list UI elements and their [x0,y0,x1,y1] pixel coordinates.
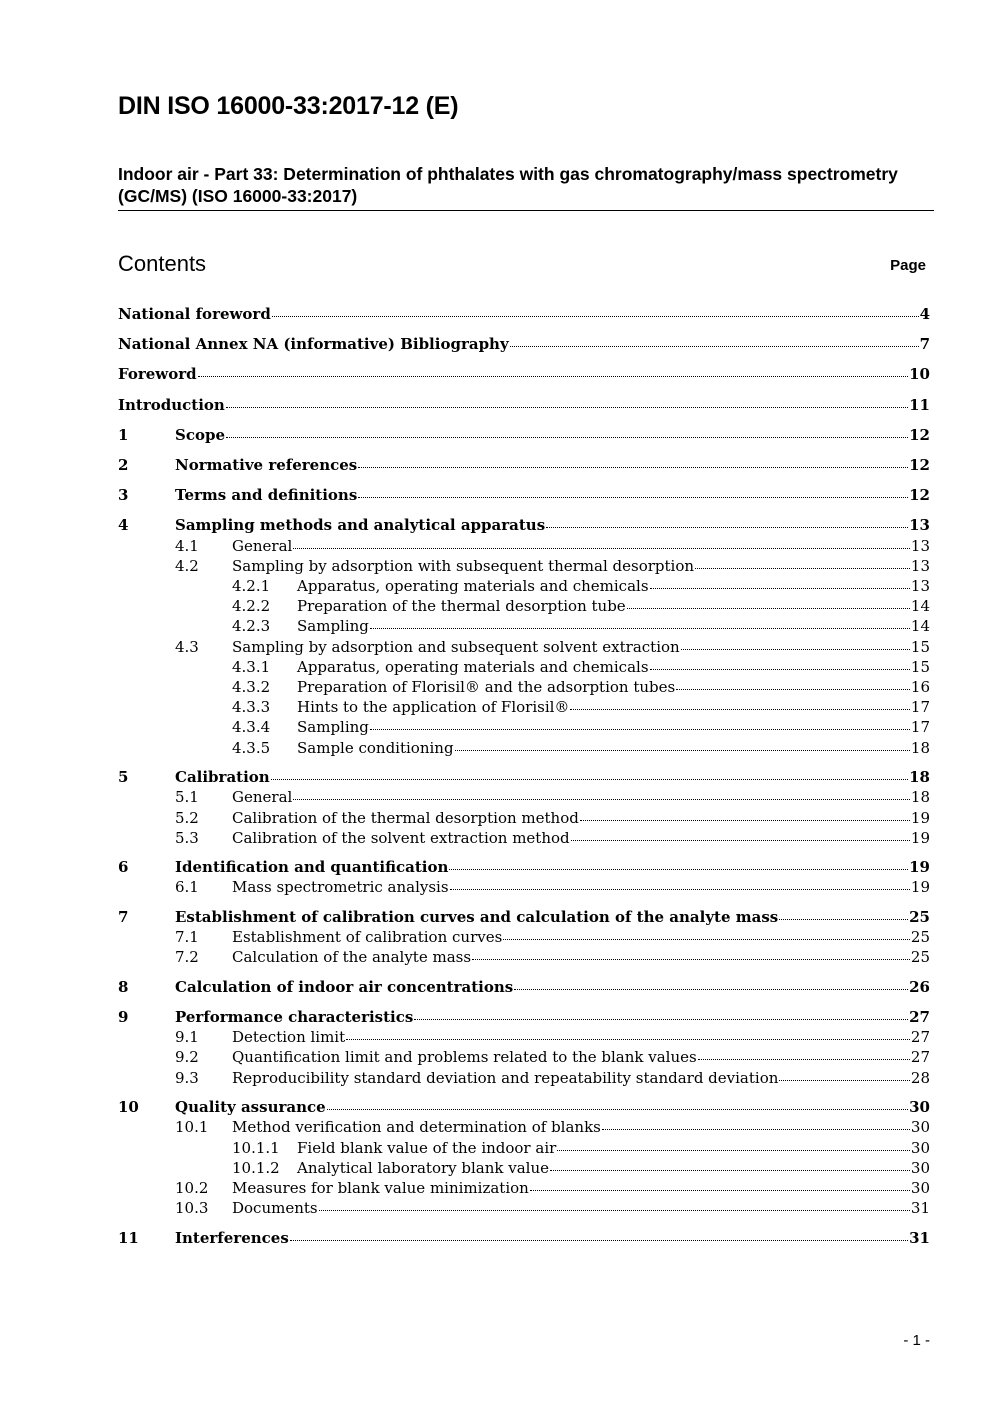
toc-entry-title: Sampling by adsorption and subsequent solvent extraction [232,637,680,656]
toc-entry-title: Sample conditioning [297,738,454,757]
toc-entry-title: Preparation of the thermal desorption tube [297,597,626,616]
toc-entry-title: Quality assurance [175,1098,326,1117]
toc-entry-page: 11 [909,395,930,414]
toc-entry-title: Analytical laboratory blank value [297,1158,550,1177]
toc-entry-number: 10.1.1 [232,1138,280,1157]
dot-leader [327,1109,908,1110]
toc-entry-title: Normative references [175,456,358,474]
toc-entry-page: 28 [910,1068,930,1087]
toc-entry-number: 9.3 [175,1068,199,1087]
toc-entry-number: 4.2.1 [232,577,271,595]
toc-entry-title: Sampling by adsorption with subsequent thermal desorption [232,556,695,575]
toc-entry-title: General [232,536,293,555]
dot-leader [346,1039,910,1040]
dot-leader [358,467,908,468]
toc-entry-page: 27 [910,1048,930,1067]
toc-entry-title: Scope [175,425,226,444]
toc-entry-title: Measures for blank value minimization [232,1178,529,1197]
dot-leader [226,437,908,438]
document-subtitle: Indoor air - Part 33: Determination of phthalates with gas chromatography/mass spectrometry (GC/MS) (ISO 16000-33:2017) [118,164,898,206]
dot-leader [472,959,910,960]
toc-entry-page: 30 [910,1158,930,1177]
toc-entry-page: 25 [909,907,930,926]
toc-entry-page: 4 [919,305,930,323]
dot-leader [571,840,910,841]
toc-entry-title: Calculation of indoor air concentrations [175,977,514,996]
toc-entry[interactable] [0,334,992,354]
dot-leader [695,568,910,569]
toc-entry-number: 4.3.3 [232,698,271,717]
dot-leader [514,989,908,990]
toc-entry-page: 27 [909,1008,930,1026]
dot-leader [455,750,910,751]
toc-entry[interactable] [0,556,992,576]
dot-leader [698,1059,910,1060]
toc-entry-title: Introduction [118,395,225,414]
toc-entry-title: National Annex NA (informative) Bibliography [118,335,509,354]
toc-entry-number: 10.1.2 [232,1158,280,1177]
toc-entry-title: Interferences [175,1228,289,1247]
footer-page-number: - 1 - [903,1332,930,1349]
toc-entry-title: Calibration of the thermal desorption method [232,808,579,827]
toc-entry-title: General [232,788,293,807]
toc-entry-number: 4.3 [175,637,199,656]
toc-entry-title: Foreword [118,365,197,384]
dot-leader [370,628,910,629]
toc-entry[interactable] [0,1047,992,1067]
toc-entry-title: Preparation of Florisil® and the adsorption tubes [297,678,676,696]
toc-entry-page: 16 [910,678,930,696]
toc-entry[interactable] [0,425,992,445]
toc-entry-page: 17 [910,718,930,737]
dot-leader [570,709,909,710]
toc-entry-number: 4.1 [175,536,199,555]
toc-entry[interactable] [0,1178,992,1198]
toc-entry[interactable] [0,485,992,505]
toc-entry-number: 4.3.4 [232,718,271,737]
toc-entry[interactable] [0,657,992,677]
toc-entry[interactable] [0,808,992,828]
toc-entry[interactable] [0,1117,992,1137]
toc-entry-title: Sampling [297,617,369,636]
toc-entry[interactable] [0,455,992,475]
toc-entry-page: 26 [909,977,930,996]
toc-entry-title: Hints to the application of Florisil® [297,698,570,717]
toc-entry-page: 18 [909,768,930,787]
toc-entry-page: 13 [910,536,930,555]
toc-entry[interactable] [0,738,992,758]
page-column-heading: Page [890,257,926,274]
toc-entry-number: 2 [118,456,129,474]
toc-entry-number: 7.2 [175,948,199,967]
toc-entry[interactable] [0,536,992,556]
toc-entry-page: 17 [910,698,930,717]
dot-leader [510,346,919,347]
toc-entry[interactable] [0,927,992,947]
toc-entry-page: 25 [910,928,930,947]
dot-leader [358,497,908,498]
document-id: DIN ISO 16000-33:2017-12 (E) [118,92,459,120]
toc-entry-page: 19 [909,858,930,877]
dot-leader [681,649,910,650]
toc-entry-page: 25 [910,948,930,967]
dot-leader [627,608,910,609]
dot-leader [676,689,910,690]
toc-entry-number: 10.1 [175,1118,209,1137]
toc-entry-title: Mass spectrometric analysis [232,878,449,897]
toc-entry[interactable] [0,515,992,535]
dot-leader [557,1150,910,1151]
toc-entry-number: 9.1 [175,1028,199,1047]
dot-leader [779,1080,910,1081]
dot-leader [450,889,910,890]
toc-entry-page: 19 [910,808,930,827]
toc-entry-page: 15 [910,637,930,656]
toc-entry[interactable] [0,677,992,697]
toc-entry-title: Reproducibility standard deviation and repeatability standard deviation [232,1068,779,1087]
toc-entry-title: Documents [232,1199,318,1218]
toc-entry-number: 9 [118,1008,129,1026]
toc-entry-number: 9.2 [175,1048,199,1067]
toc-entry[interactable] [0,977,992,997]
toc-entry-number: 6.1 [175,878,199,897]
toc-entry[interactable] [0,787,992,807]
toc-entry-title: Field blank value of the indoor air [297,1138,557,1157]
toc-entry-page: 13 [909,516,930,535]
toc-entry-page: 12 [909,425,930,444]
toc-entry[interactable] [0,697,992,717]
toc-entry-title: Apparatus, operating materials and chemicals [297,577,649,595]
dot-leader [370,729,910,730]
toc-entry[interactable] [0,637,992,657]
dot-leader [602,1129,910,1130]
toc-entry[interactable] [0,877,992,897]
toc-entry-title: Calibration of the solvent extraction method [232,828,570,847]
dot-leader [271,779,908,780]
toc-entry[interactable] [0,395,992,415]
toc-entry-page: 14 [910,617,930,636]
toc-entry-page: 19 [910,878,930,897]
toc-entry[interactable] [0,828,992,848]
toc-entry-number: 5.2 [175,808,199,827]
toc-entry-page: 18 [910,788,930,807]
dot-leader [198,376,909,377]
toc-entry[interactable] [0,304,992,324]
toc-entry-number: 4.3.1 [232,657,271,676]
toc-entry[interactable] [0,947,992,967]
toc-entry-page: 30 [910,1178,930,1197]
toc-entry-number: 7.1 [175,928,199,947]
dot-leader [449,869,908,870]
toc-entry[interactable] [0,1007,992,1027]
toc-entry-page: 10 [909,365,930,384]
toc-entry[interactable] [0,596,992,616]
toc-entry-number: 10.3 [175,1199,209,1218]
dot-leader [414,1019,908,1020]
toc-entry-title: Identification and quantification [175,858,449,877]
dot-leader [650,669,910,670]
dot-leader [546,527,908,528]
dot-leader [226,407,908,408]
toc-entry-title: Detection limit [232,1028,346,1047]
toc-entry[interactable] [0,576,992,596]
toc-entry-title: Sampling methods and analytical apparatus [175,516,546,535]
toc-entry-page: 30 [909,1098,930,1117]
toc-entry-title: Method verification and determination of blanks [232,1118,601,1137]
toc-entry-number: 7 [118,907,129,926]
toc-entry[interactable] [0,907,992,927]
toc-entry[interactable] [0,1198,992,1218]
toc-entry[interactable] [0,857,992,877]
toc-entry[interactable] [0,616,992,636]
toc-entry-page: 19 [910,828,930,847]
toc-entry[interactable] [0,1068,992,1088]
toc-entry-page: 12 [909,456,930,474]
toc-entry-number: 4.3.2 [232,678,271,696]
dot-leader [530,1190,910,1191]
toc-entry-title: Establishment of calibration curves [232,928,503,947]
toc-entry-number: 4.2 [175,556,199,575]
toc-entry-title: Sampling [297,718,369,737]
toc-entry[interactable] [0,1138,992,1158]
toc-entry-title: Calculation of the analyte mass [232,948,472,967]
toc-entry-number: 5.1 [175,788,199,807]
toc-entry-number: 5 [118,768,129,787]
dot-leader [779,919,908,920]
toc-entry-number: 8 [118,977,129,996]
dot-leader [650,588,910,589]
toc-entry-number: 6 [118,858,129,877]
dot-leader [503,939,910,940]
toc-entry[interactable] [0,364,992,384]
toc-entry-page: 18 [910,738,930,757]
toc-entry-number: 5.3 [175,828,199,847]
toc-entry-page: 27 [910,1028,930,1047]
toc-entry-page: 31 [910,1199,930,1218]
toc-entry[interactable] [0,1228,992,1248]
toc-entry-title: Quantification limit and problems related to the blank values [232,1048,697,1067]
toc-entry-title: Apparatus, operating materials and chemicals [297,657,649,676]
toc-entry-title: Calibration [175,768,270,787]
dot-leader [319,1210,910,1211]
toc-entry[interactable] [0,1097,992,1117]
toc-entry[interactable] [0,767,992,787]
toc-entry-page: 13 [910,556,930,575]
toc-entry-number: 10.2 [175,1178,209,1197]
toc-entry-title: Terms and definitions [175,486,358,505]
toc-entry-page: 30 [910,1118,930,1137]
dot-leader [580,820,910,821]
toc-entry-number: 4 [118,516,129,535]
dot-leader [293,548,910,549]
dot-leader [272,316,919,317]
toc-entry-number: 3 [118,486,129,505]
toc-entry-number: 4.2.3 [232,617,271,636]
toc-entry-title: National foreword [118,305,271,323]
toc-entry-page: 12 [909,486,930,505]
toc-entry-page: 15 [910,657,930,676]
toc-entry-page: 14 [910,597,930,616]
toc-entry-number: 4.3.5 [232,738,271,757]
toc-entry-number: 10 [118,1098,139,1117]
toc-entry[interactable] [0,717,992,737]
toc-entry-number: 1 [118,425,129,444]
dot-leader [550,1170,910,1171]
contents-heading: Contents [118,251,207,276]
toc-entry-page: 13 [910,577,930,595]
toc-entry[interactable] [0,1027,992,1047]
toc-entry-page: 7 [919,335,930,354]
toc-entry-title: Performance characteristics [175,1008,414,1026]
toc-entry[interactable] [0,1158,992,1178]
toc-entry-number: 11 [118,1228,139,1247]
toc-entry-number: 4.2.2 [232,597,271,616]
title-rule [118,210,934,211]
toc-entry-page: 30 [910,1138,930,1157]
toc-entry-page: 31 [909,1228,930,1247]
dot-leader [293,799,910,800]
dot-leader [290,1240,908,1241]
toc-entry-title: Establishment of calibration curves and calculation of the analyte mass [175,907,779,926]
